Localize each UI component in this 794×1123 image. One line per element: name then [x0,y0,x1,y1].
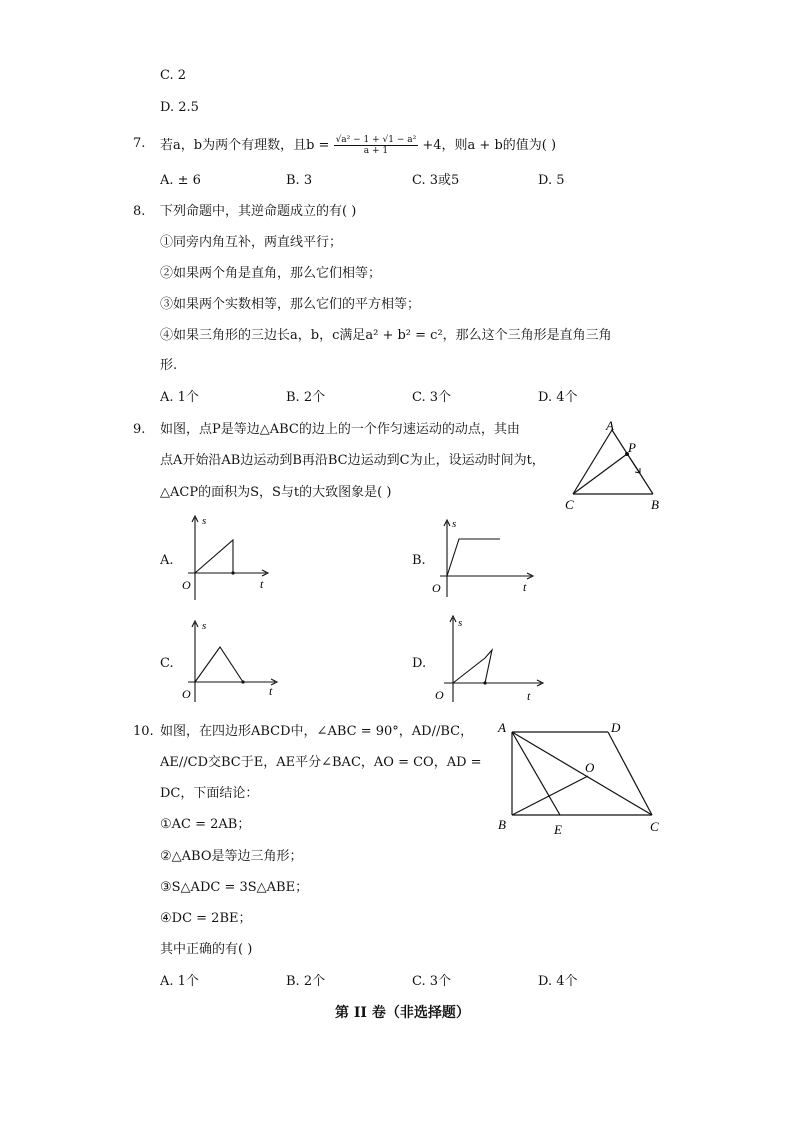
q9-graph-a [178,510,278,605]
graph-b-curve [447,539,500,576]
q10-label-b: B [498,817,506,832]
q10-label-c: C [650,819,659,834]
q8-option-d: D. 4个 [538,390,578,405]
q9-label-p: P [628,440,636,455]
graph-d-t-label: t [527,689,531,703]
q9-number: 9. [133,422,146,437]
graph-d-curve [453,650,492,683]
q8-item-4: ④如果三角形的三边长a，b，c满足a² + b² = c²，那么这个三角形是直角三角 [160,328,612,343]
q10-line-1: 如图，在四边形ABCD中，∠ABC = 90°，AD//BC， [160,724,474,739]
q7-stem [160,135,556,156]
q9-label-b: B [651,497,659,512]
q8-item-1: ①同旁内角互补，两直线平行； [160,235,343,250]
q9-label-a: A [606,418,614,433]
graph-b-origin-label: O [432,581,441,595]
q10-item-1: ①AC = 2AB； [160,817,251,832]
q10-diagonal-ac [512,732,652,815]
q7-fraction [334,135,419,156]
q10-segment-bo [512,776,588,815]
q8-option-b: B. 2个 [286,390,326,405]
q6-option-c: C. 2 [160,68,187,83]
graph-d-point [483,681,486,684]
q9-option-b: B. [412,553,426,568]
q9-line-3: △ACP的面积为S，S与t的大致图象是( ) [160,485,392,500]
q9-triangle-figure [560,418,670,518]
q8-number: 8. [133,204,146,219]
q7-option-b: B. 3 [286,173,313,188]
q10-line-3: DC，下面结论： [160,786,259,801]
graph-b-s-label: s [452,518,457,530]
q9-graph-d [430,610,548,705]
q10-option-b: B. 2个 [286,974,326,989]
q8-stem: 下列命题中，其逆命题成立的有( ) [160,204,357,219]
graph-c-t-label: t [269,684,273,698]
q9-segment-cp [573,454,627,494]
q10-label-o: O [585,760,595,775]
graph-d-origin-label: O [435,688,444,702]
q10-label-a: A [498,720,506,735]
q8-item-3: ③如果两个实数相等，那么它们的平方相等； [160,297,421,312]
q9-label-c: C [565,497,574,512]
q7-fraction-bottom: a + 1 [363,146,389,156]
q7-number: 7. [133,136,146,151]
q10-item-4: ④DC = 2BE； [160,911,252,926]
q10-label-d: D [611,720,621,735]
q9-arrow-shaft [630,458,640,473]
q10-ask: 其中正确的有( ) [160,942,253,957]
graph-a-origin-label: O [182,578,191,592]
q7-option-c: C. 3或5 [412,173,460,188]
q9-graph-c [178,615,283,705]
q8-item-4-cont: 形. [160,358,178,373]
q7-stem-pre: 若a，b为两个有理数，且b = [160,138,330,153]
graph-d-s-label: s [458,617,463,629]
q7-fraction-top: √a² − 1 + √1 − a² [335,135,417,145]
q10-option-a: A. 1个 [160,974,199,989]
q9-graph-b [428,515,538,600]
graph-a-s-label: s [202,515,207,527]
q10-option-c: C. 3个 [412,974,452,989]
graph-c-curve [195,647,243,682]
q8-option-c: C. 3个 [412,390,452,405]
q8-item-2: ②如果两个角是直角，那么它们相等； [160,266,382,281]
section-title: 第 II 卷（非选择题） [335,1005,470,1021]
q9-edge-ac [573,430,612,494]
graph-c-origin-label: O [182,687,191,701]
q8-option-a: A. 1个 [160,390,199,405]
graph-c-s-label: s [202,620,207,632]
q7-option-a: A. ± 6 [160,173,201,188]
q9-option-d: D. [412,656,427,671]
q7-option-d: D. 5 [538,173,565,188]
q9-line-1: 如图，点P是等边△ABC的边上的一个作匀速运动的动点，其由 [160,422,520,437]
q10-item-2: ②△ABO是等边三角形； [160,849,303,864]
q9-option-a: A. [160,553,174,568]
graph-a-point [231,571,234,574]
graph-c-point [241,680,244,683]
q10-option-d: D. 4个 [538,974,578,989]
q7-stem-post: +4，则a + b的值为( ) [422,138,557,153]
q10-line-2: AE//CD交BC于E，AE平分∠BAC，AO = CO，AD = [160,755,482,770]
graph-a-curve [195,540,233,573]
q10-number: 10. [133,724,154,739]
q6-option-d: D. 2.5 [160,100,199,115]
q10-label-e: E [554,822,562,837]
q9-option-c: C. [160,656,174,671]
q10-item-3: ③S△ADC = 3S△ABE； [160,880,309,895]
q10-quadrilateral-figure [492,716,672,840]
q9-line-2: 点A开始沿AB边运动到B再沿BC边运动到C为止，设运动时间为t， [160,453,545,468]
graph-a-t-label: t [260,577,264,591]
graph-b-t-label: t [523,580,527,594]
